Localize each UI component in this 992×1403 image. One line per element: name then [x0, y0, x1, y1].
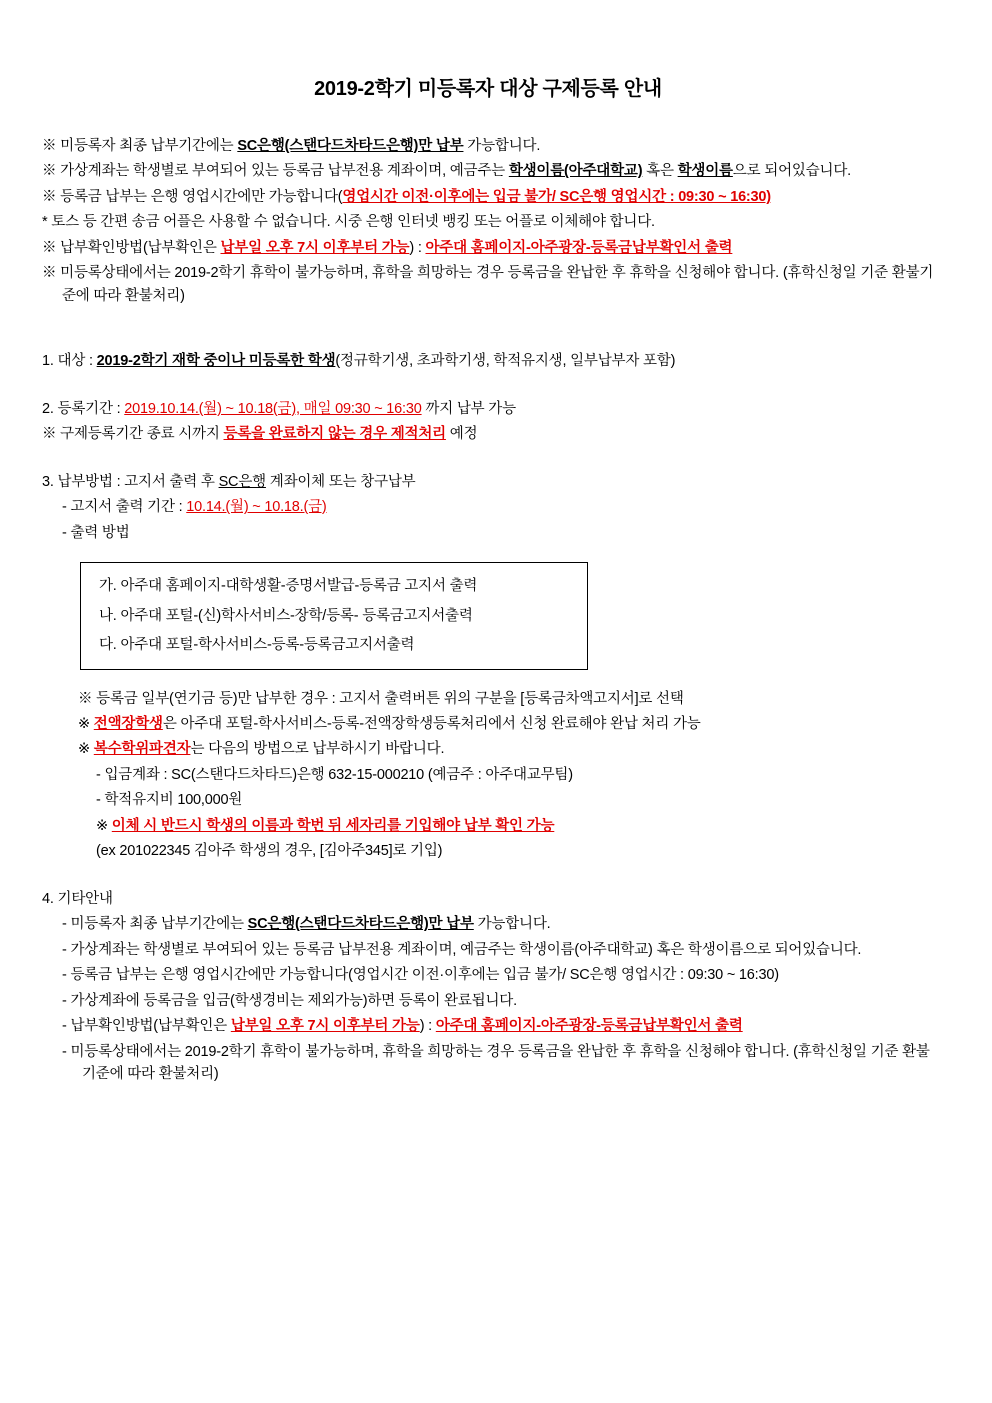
text-run: 가상계좌는 학생별로 부여되어 있는 등록금 납부전용 계좌이며, 예금주는 [60, 163, 509, 180]
list-marker: - [62, 1018, 71, 1035]
text-run: 은 아주대 포털-학사서비스-등록-전액장학생등록처리에서 신청 완료해야 완납 처리 가능 [162, 715, 701, 732]
list-marker: - [96, 792, 105, 809]
text-run: 가상계좌에 등록금을 입금(학생경비는 제외가능)하면 등록이 완료됩니다. [70, 992, 517, 1009]
text-run: 대상 : [57, 353, 97, 370]
text-run: ) : [419, 1018, 436, 1035]
list-marker: - [96, 766, 105, 783]
notice-line [42, 262, 934, 307]
list-marker: ※ [42, 265, 61, 282]
section-note [78, 688, 934, 710]
list-marker: ※ [96, 817, 112, 834]
section-heading [42, 888, 934, 910]
text-run: 미등록자 최종 납부기간에는 [70, 916, 248, 933]
text-run: 영업시간 이전·이후에는 입금 불가/ SC은행 영업시간 : 09:30 ~ 16:30) [342, 188, 771, 205]
text-run: 가능합니다. [463, 138, 541, 154]
list-marker: 2. [42, 400, 58, 417]
notice-line [42, 160, 934, 182]
notice-top-block [42, 135, 934, 307]
print-method-box [80, 562, 588, 669]
text-run: 아주대 홈페이지-아주광장-등록금납부확인서 출력 [425, 239, 733, 256]
list-marker: ※ [42, 138, 61, 154]
section-item [62, 990, 934, 1012]
text-run: 가능합니다. [473, 916, 551, 933]
text-run: 납부확인방법(납부확인은 [70, 1018, 231, 1035]
text-run: ) : [409, 239, 426, 256]
list-marker: - [62, 941, 71, 958]
text-run: 미등록상태에서는 2019-2학기 휴학이 불가능하며, 휴학을 희망하는 경우 등록금을 완납한 후 휴학을 신청해야 합니다. (휴학신청일 기준 환불기준에 따라 환불처리) [60, 265, 934, 304]
list-marker: - [62, 992, 71, 1009]
section-1 [42, 350, 934, 372]
list-marker: - [62, 1043, 71, 1060]
text-run: 등록을 완료하지 않는 경우 제적처리 [223, 426, 446, 443]
list-marker: ※ [42, 163, 61, 180]
section-note [78, 713, 934, 735]
list-marker: 1. [42, 353, 58, 370]
text-run: 납부방법 : 고지서 출력 후 [57, 473, 219, 490]
text-run: 2019.10.14.(월) ~ 10.18(금), 매일 09:30 ~ 16:30 [124, 400, 422, 417]
section-note [78, 738, 934, 760]
text-run: 등록금 납부는 은행 영업시간에만 가능합니다( [60, 188, 343, 205]
section-item [62, 939, 934, 961]
text-run: 등록금 일부(연기금 등)만 납부한 경우 : 고지서 출력버튼 위의 구분을 [등록금차액고지서]로 선택 [96, 690, 684, 707]
list-marker: - [62, 524, 71, 541]
list-marker: - [62, 916, 71, 933]
section-item [62, 1041, 934, 1086]
text-run: 이체 시 반드시 학생의 이름과 학번 뒤 세자리를 기입해야 납부 확인 가능 [111, 817, 555, 834]
section-note [96, 840, 934, 862]
text-run: 복수학위파견자 [93, 741, 191, 758]
spacer [42, 866, 934, 888]
section-heading [42, 398, 934, 420]
text-run: 계좌이체 또는 창구납부 [265, 473, 416, 490]
text-run: 납부확인방법(납부확인은 [60, 239, 221, 256]
page-title: 2019-2학기 미등록자 대상 구제등록 안내 [314, 78, 662, 100]
notice-line [42, 237, 934, 259]
text-run: 10.14.(월) ~ 10.18.(금) [186, 499, 327, 516]
text-run: 까지 납부 가능 [421, 400, 516, 417]
text-run: 2019-2학기 재학 중이나 미등록한 학생 [96, 353, 336, 370]
section-item [62, 522, 934, 544]
text-run: SC은행 [218, 473, 266, 490]
section-note [96, 815, 934, 837]
list-marker: * [42, 214, 52, 231]
text-run: 학적유지비 100,000원 [104, 792, 243, 809]
notice-line [42, 211, 934, 233]
box-line: 나. 아주대 포털-(신)학사서비스-장학/등록- 등록금고지서출력 [99, 607, 473, 624]
text-run: 아주대 홈페이지-아주광장-등록금납부확인서 출력 [435, 1018, 743, 1035]
text-run: 전액장학생 [93, 715, 163, 732]
text-run: 출력 방법 [70, 524, 130, 541]
spacer [42, 310, 934, 350]
text-run: 으로 되어있습니다. [732, 163, 851, 180]
text-run: 토스 등 간편 송금 어플은 사용할 수 없습니다. 시중 은행 인터넷 뱅킹 또는 어플로 이체해야 합니다. [51, 214, 655, 231]
text-run: 미등록상태에서는 2019-2학기 휴학이 불가능하며, 휴학을 희망하는 경우 등록금을 완납한 후 휴학을 신청해야 합니다. (휴학신청일 기준 환불기준에 따라 환불처리) [70, 1043, 930, 1083]
list-marker: ※ [78, 690, 97, 707]
section-item [62, 964, 934, 986]
text-run: SC은행(스탠다드차타드은행)만 납부 [237, 138, 464, 154]
text-run: (ex 201022345 김아주 학생의 경우, [김아주345]로 기입) [96, 843, 443, 860]
text-run: 학생이름 [677, 163, 733, 180]
section-heading [42, 471, 934, 493]
spacer [42, 449, 934, 471]
text-run: 는 다음의 방법으로 납부하시기 바랍니다. [190, 741, 445, 758]
list-marker: 3. [42, 473, 58, 490]
text-run: 기타안내 [57, 890, 113, 907]
text-run: 등록금 납부는 은행 영업시간에만 가능합니다(영업시간 이전·이후에는 입금 불가/ SC은행 영업시간 : 09:30 ~ 16:30) [70, 967, 779, 984]
section-note [96, 789, 934, 811]
section-3 [42, 471, 934, 863]
section-heading [42, 350, 934, 372]
text-run: 고지서 출력 기간 : [70, 499, 187, 516]
text-run: 예정 [445, 426, 478, 443]
list-marker: ※ [78, 741, 94, 758]
list-marker: ※ [42, 426, 61, 443]
text-run: 가상계좌는 학생별로 부여되어 있는 등록금 납부전용 계좌이며, 예금주는 학생이름(아주대학교) 혹은 학생이름으로 되어있습니다. [70, 941, 862, 958]
section-item [62, 496, 934, 518]
section-item [62, 913, 934, 935]
notice-line [42, 186, 934, 208]
box-line: 가. 아주대 홈페이지-대학생활-증명서발급-등록금 고지서 출력 [99, 578, 478, 595]
text-run: (정규학기생, 초과학기생, 학적유지생, 일부납부자 포함) [335, 353, 676, 370]
text-run: 입금계좌 : SC(스탠다드차타드)은행 632-15-000210 (예금주 : 아주대교무팀) [104, 766, 573, 783]
notice-line [42, 135, 934, 157]
list-marker: 4. [42, 890, 58, 907]
box-line: 다. 아주대 포털-학사서비스-등록-등록금고지서출력 [99, 637, 415, 654]
list-marker: ※ [42, 188, 61, 205]
section-2 [42, 398, 934, 446]
text-run: 미등록자 최종 납부기간에는 [60, 138, 238, 154]
list-marker: ※ [42, 239, 61, 256]
list-marker: ※ [78, 715, 94, 732]
section-note [96, 764, 934, 786]
notice-line [42, 423, 934, 445]
text-run: 학생이름(아주대학교) [508, 163, 643, 180]
text-run: 등록기간 : [57, 400, 125, 417]
text-run: 구제등록기간 종료 시까지 [60, 426, 224, 443]
text-run: SC은행(스탠다드차타드은행)만 납부 [247, 916, 474, 933]
section-4 [42, 888, 934, 1086]
text-run: 혹은 [642, 163, 678, 180]
list-marker: - [62, 967, 71, 984]
text-run: 납부일 오후 7시 이후부터 가능 [230, 1018, 420, 1035]
section-item [62, 1015, 934, 1037]
text-run: 납부일 오후 7시 이후부터 가능 [220, 239, 410, 256]
list-marker: - [62, 499, 71, 516]
spacer [42, 376, 934, 398]
